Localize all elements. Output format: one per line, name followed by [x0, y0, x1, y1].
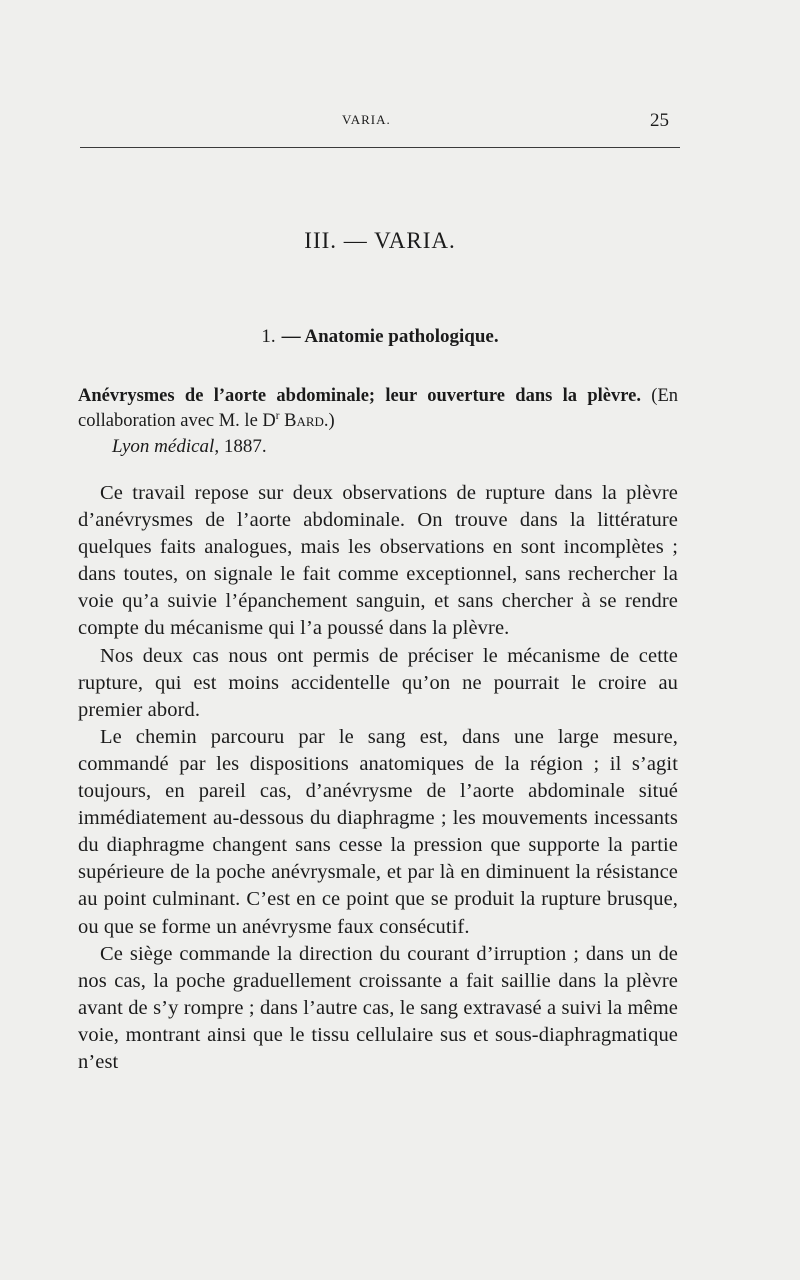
header-rule	[80, 147, 680, 148]
paragraph: Ce siège commande la direction du courant d’irruption ; dans un de nos cas, la poche graduellement croissante a fait saillie dans la plèvre avant de s’y rompre ; dans l’autre cas, le sang extravasé a suivi la même voie, montrant ainsi que le tissu cellulaire sus et sous-diaphragmatique n’est	[78, 942, 678, 1073]
bibliographic-entry	[78, 384, 678, 459]
page-number: 25	[650, 110, 669, 131]
collaboration-prefix: (En collaboration avec M. le D	[78, 386, 679, 431]
collaborator-name: Bard	[284, 411, 324, 431]
body-text	[78, 480, 678, 1076]
subsection-number: 1.	[261, 326, 276, 347]
entry-source	[112, 434, 678, 459]
collaboration-suffix: .)	[323, 411, 335, 431]
journal-year: , 1887.	[214, 436, 267, 457]
running-head-title: VARIA.	[342, 112, 391, 127]
paragraph: Ce travail repose sur deux observations de rupture dans la plèvre d’anévrysmes de l’aorte abdominale. On trouve dans la littérature quelques faits analogues, mais les observations en sont incomplètes ; dans toutes, on signale le fait comme exceptionnel, sans rechercher la voie qu’a suivie l’épanchement sanguin, et sans chercher à se rendre compte du mécanisme qui l’a poussé dans la plèvre.	[78, 482, 678, 640]
section-title: III. — VARIA.	[304, 228, 456, 253]
subsection-heading	[0, 326, 760, 348]
collaboration-sup: r	[275, 409, 280, 422]
running-head	[0, 112, 800, 136]
paragraph: Le chemin parcouru par le sang est, dans une large mesure, commandé par les dispositions anatomiques de la région ; il s’agit toujours, en pareil cas, d’anévrysme de l’aorte abdominale situé immédiatement au-dessous du diaphragme ; les mouvements incessants du diaphragme changent sans cesse la pression que supporte la partie supérieure de la poche anévrysmale, et par là en diminuent la résistance au point culminant. C’est en ce point que se produit la rupture brusque, ou que se forme un anévrysme faux consécutif.	[78, 725, 678, 938]
entry-heading	[78, 384, 678, 434]
paragraph: Nos deux cas nous ont permis de préciser le mécanisme de cette rupture, qui est moins accidentelle qu’on ne pourrait le croire au premier abord.	[78, 644, 678, 721]
subsection-title: — Anatomie pathologique.	[281, 326, 499, 347]
journal-name: Lyon médical	[112, 436, 215, 457]
entry-title: Anévrysmes de l’aorte abdominale; leur ouverture dans la plèvre.	[78, 386, 641, 406]
